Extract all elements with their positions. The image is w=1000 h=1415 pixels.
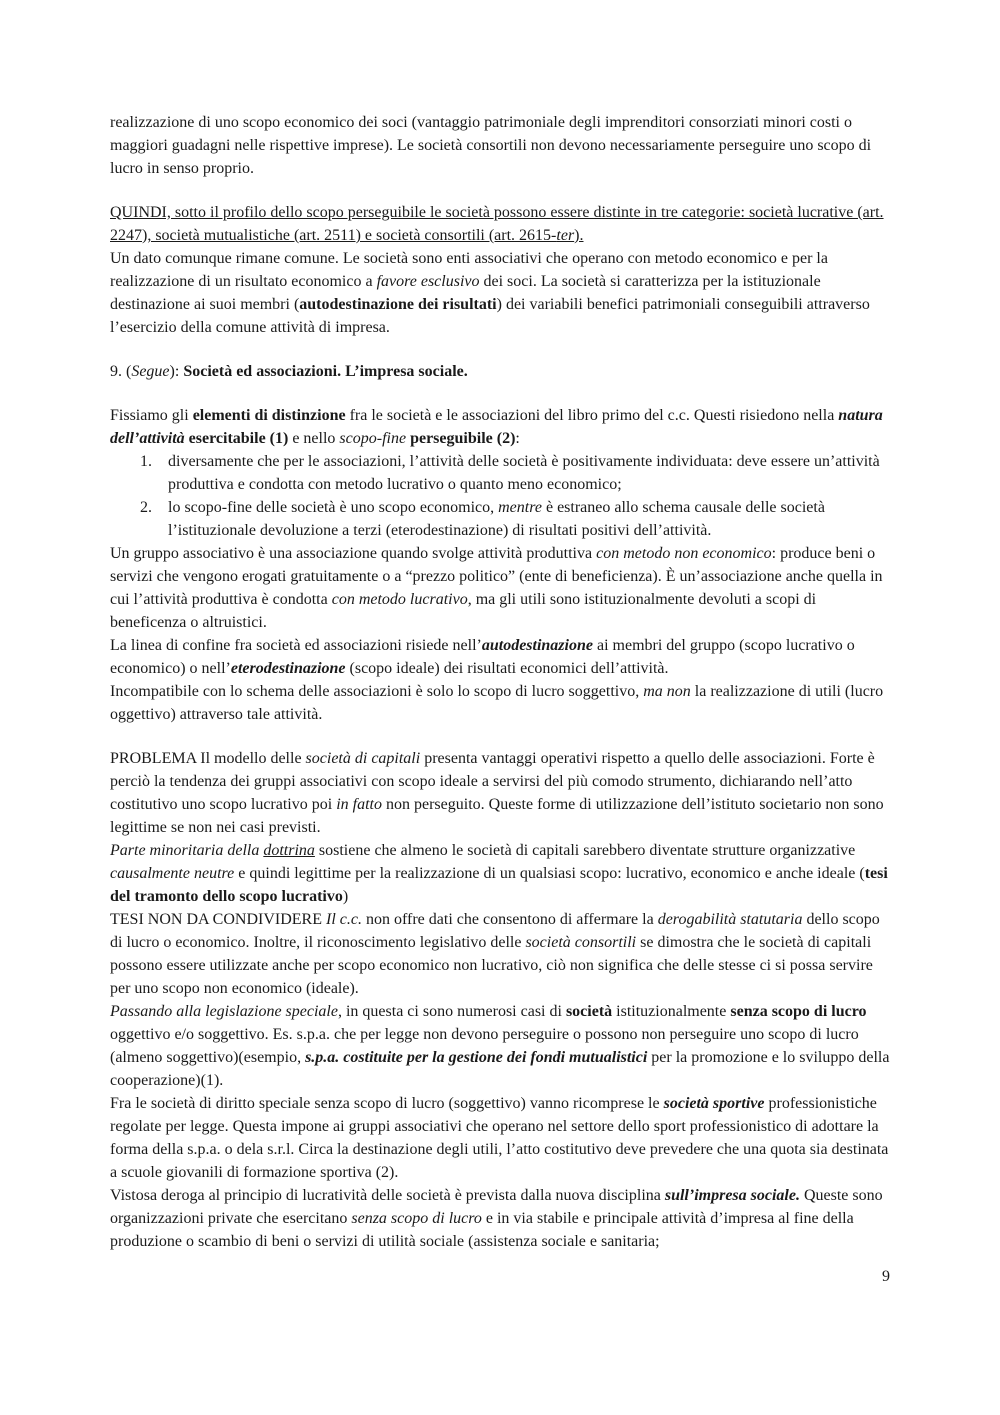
list-item: 1. diversamente che per le associazioni, l’attività delle società è positivamente individuata: deve essere un’attività produttiva e condotta con metodo lucrativo o quanto meno economico; — [140, 453, 880, 493]
paragraph-linea-confine: La linea di confine fra società ed associazioni risiede nell’autodestinazione ai membri del gruppo (scopo lucrativo o economico) o nell’eterodestinazione (scopo ideale) dei risultati economici dell’attività. — [110, 637, 855, 677]
page-number: 9 — [882, 1268, 890, 1285]
section-heading: 9. (Segue): Società ed associazioni. L’impresa sociale. — [110, 363, 468, 380]
document-page — [110, 111, 890, 1253]
paragraph-gruppo-associativo: Un gruppo associativo è una associazione quando svolge attività produttiva con metodo non economico: produce beni o servizi che vengono erogati gratuitamente o a “prezzo politico” (ente di beneficienza). È un’associazione anche quella in cui l’attività produttiva è condotta con metodo lucrativo, ma gli utili sono istituzionalmente devoluti a scopi di beneficenza o altruistici. — [110, 545, 883, 631]
paragraph-quindi-categorie: QUINDI, sotto il profilo dello scopo perseguibile le società possono essere distinte in tre categorie: società lucrative (art. 2247), società mutualistiche (art. 2511) e società consortili (art. 2615-ter). — [110, 204, 884, 244]
paragraph-impresa-sociale: Vistosa deroga al principio di lucratività delle società è prevista dalla nuova disciplina sull’impresa sociale. Queste sono organizzazioni private che esercitano senza scopo di lucro e in via stabile e principale attività d’impresa al fine della produzione o scambio di beni o servizi di utilità sociale (assistenza sociale e sanitaria; — [110, 1187, 883, 1250]
paragraph-dato-comune: Un dato comunque rimane comune. Le società sono enti associativi che operano con metodo economico e per la realizzazione di un risultato economico a favore esclusivo dei soci. La società si caratterizza per la istituzionale destinazione ai suoi membri (autodestinazione dei risultati) dei variabili benefici patrimoniali conseguibili attraverso l’esercizio della comune attività di impresa. — [110, 250, 870, 336]
paragraph-elementi-distinzione: Fissiamo gli elementi di distinzione fra le società e le associazioni del libro primo del c.c. Questi risiedono nella natura dell’attività esercitabile (1) e nello scopo-fine perseguibile (2): — [110, 407, 883, 447]
paragraph-problema: PROBLEMA Il modello delle società di capitali presenta vantaggi operativi rispetto a quello delle associazioni. Forte è perciò la tendenza dei gruppi associativi con scopo ideale a servirsi del più comodo strumento, dichiarando nell’atto costitutivo uno scopo lucrativo poi in fatto non perseguito. Queste forme di utilizzazione dell’istituto societario non sono legittime se non nei casi previsti. — [110, 750, 884, 836]
numbered-list — [110, 450, 890, 542]
paragraph-tesi-non-condividere: TESI NON DA CONDIVIDERE Il c.c. non offre dati che consentono di affermare la derogabilità statutaria dello scopo di lucro o economico. Inoltre, il riconoscimento legislativo delle società consortili se dimostra che le società di capitali possono essere utilizzate anche per scopo economico non lucrativo, ciò non significa che delle stesse ci si possa servire per uno scopo non economico (ideale). — [110, 911, 880, 997]
paragraph-societa-sportive: Fra le società di diritto speciale senza scopo di lucro (soggettivo) vanno ricomprese le società sportive professionistiche regolate per legge. Questa impone ai gruppi associativi che operano nel settore dello sport professionistico di adottare la forma della s.p.a. o dela s.r.l. Circa la destinazione degli utili, l’atto costitutivo deve prevedere che una quota sia destinata a scuole giovanili di formazione sportiva (2). — [110, 1095, 889, 1181]
paragraph-dottrina: Parte minoritaria della dottrina sostiene che almeno le società di capitali sarebbero diventate strutture organizzative causalmente neutre e quindi legittime per la realizzazione di un qualsiasi scopo: lucrativo, economico e anche ideale (tesi del tramonto dello scopo lucrativo) — [110, 842, 888, 905]
paragraph-legislazione-speciale: Passando alla legislazione speciale, in questa ci sono numerosi casi di società istituzionalmente senza scopo di lucro oggettivo e/o soggettivo. Es. s.p.a. che per legge non devono perseguire o possono non perseguire uno scopo di lucro (almeno soggettivo)(esempio, s.p.a. costituite per la gestione dei fondi mutualistici per la promozione e lo sviluppo della cooperazione)(1). — [110, 1003, 890, 1089]
paragraph-consortili-end: realizzazione di uno scopo economico dei soci (vantaggio patrimoniale degli imprenditori consorziati minori costi o maggiori guadagni nelle rispettive imprese). Le società consortili non devono necessariamente perseguire uno scopo di lucro in senso proprio. — [110, 114, 872, 177]
paragraph-incompatibile: Incompatibile con lo schema delle associazioni è solo lo scopo di lucro soggettivo, ma non la realizzazione di utili (lucro oggettivo) attraverso tale attività. — [110, 683, 884, 723]
list-item: 2. lo scopo-fine delle società è uno scopo economico, mentre è estraneo allo schema causale delle società l’istituzionale devoluzione a terzi (eterodestinazione) di risultati positivi dell’attività. — [140, 499, 825, 539]
